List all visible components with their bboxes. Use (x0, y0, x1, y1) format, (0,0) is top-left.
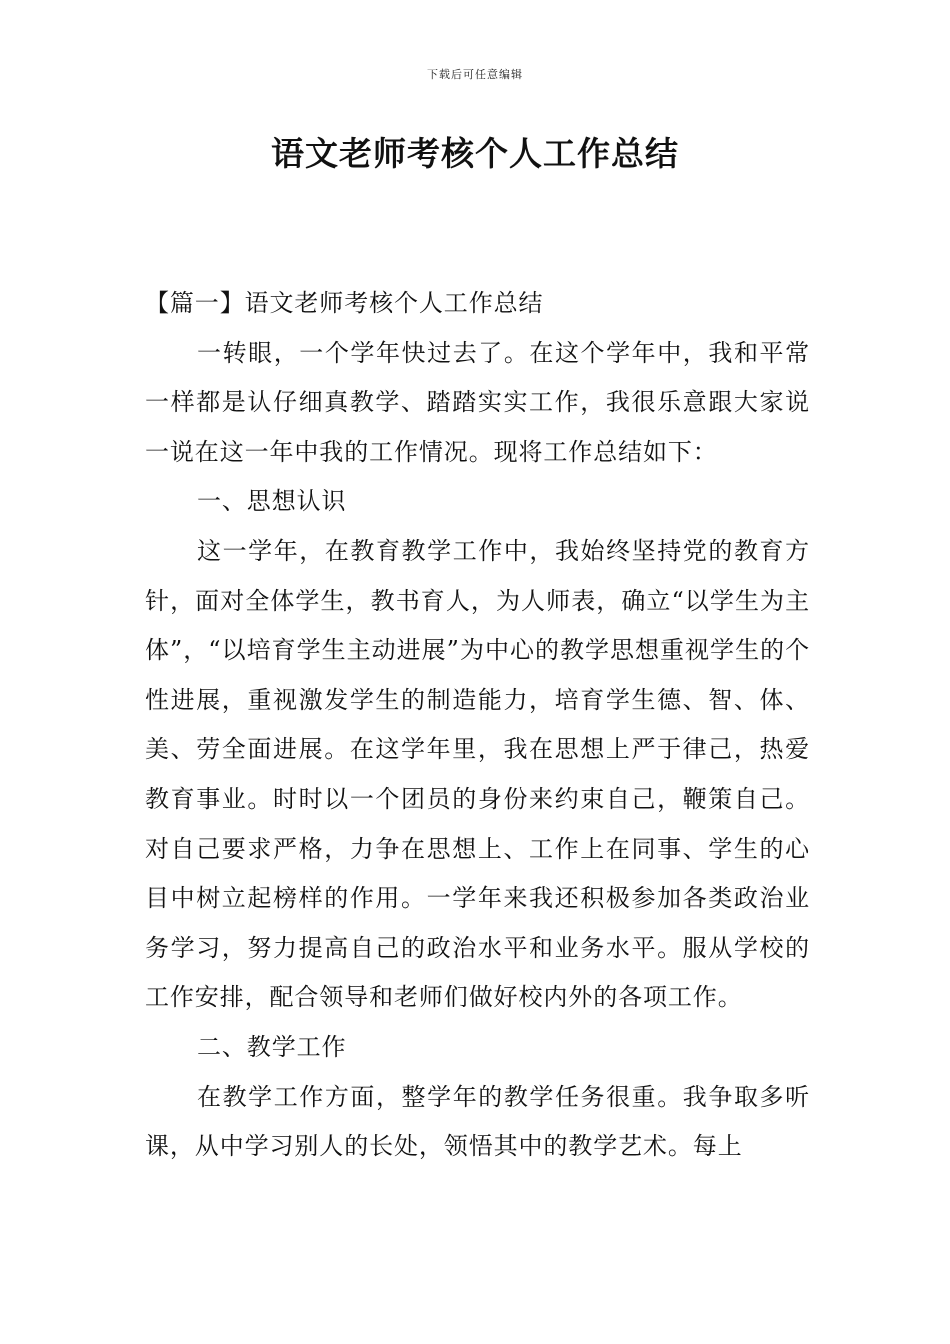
thought-paragraph: 这一学年，在教育教学工作中，我始终坚持党的教育方针，面对全体学生，教书育人，为人师表，确立“以学生为主体”，“以培育学生主动进展”为中心的教学思想重视学生的个性进展，重视激发学生的制造能力，培育学生德、智、体、美、劳全面进展。在这学年里，我在思想上严于律己，热爱教育事业。时时以一个团员的身份来约束自己，鞭策自己。对自己要求严格，力争在思想上、工作上在同事、学生的心目中树立起榜样的作用。一学年来我还积极参加各类政治业务学习，努力提高自己的政治水平和业务水平。服从学校的工作安排，配合领导和老师们做好校内外的各项工作。 (145, 536, 810, 1012)
heading-thought: 一、思想认识 (197, 487, 347, 516)
heading-teaching: 二、教学工作 (197, 1032, 347, 1061)
section-heading: 【篇一】语文老师考核个人工作总结 (145, 289, 544, 317)
page-title: 语文老师考核个人工作总结 (271, 134, 679, 173)
teaching-paragraph: 在教学工作方面，整学年的教学任务很重。我争取多听课，从中学习别人的长处，领悟其中的教学艺术。每上 (145, 1082, 810, 1161)
intro-paragraph: 一转眼，一个学年快过去了。在这个学年中，我和平常一样都是认仔细真教学、踏踏实实工作，我很乐意跟大家说一说在这一年中我的工作情况。现将工作总结如下： (145, 338, 810, 466)
header-note: 下载后可任意编辑 (427, 68, 523, 81)
document-body (145, 279, 810, 1172)
